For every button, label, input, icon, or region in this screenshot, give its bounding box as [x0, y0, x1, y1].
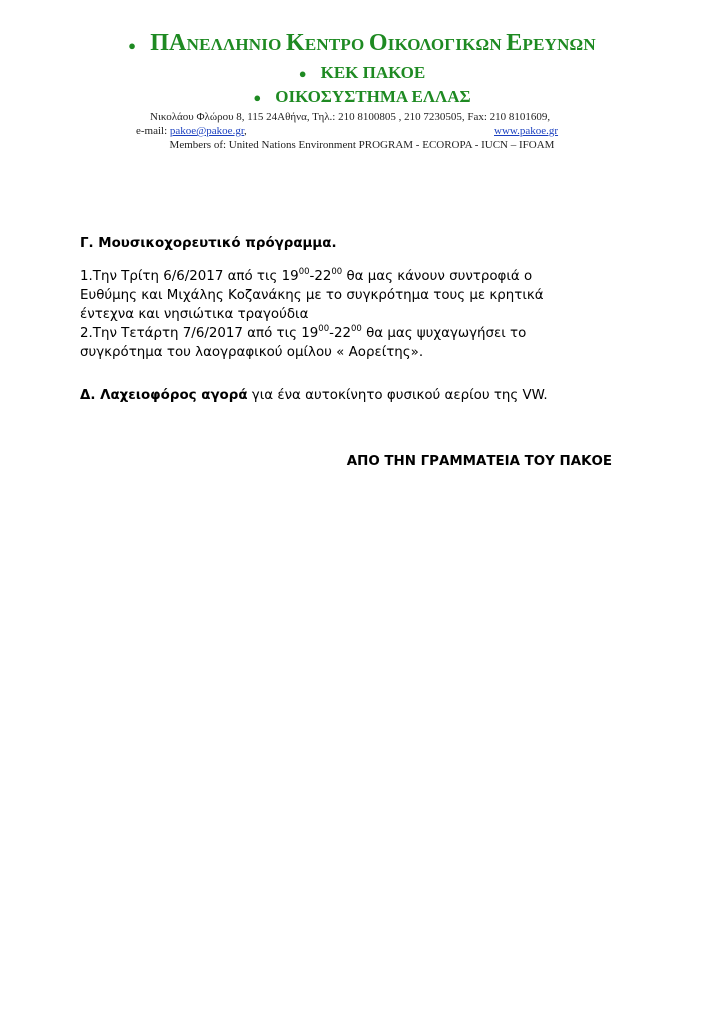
- org-word-rest: ΝΕΛΛΗΝΙΟ: [186, 35, 282, 54]
- item1-mid: -22: [309, 269, 332, 284]
- org-word-rest: ΡΕΥΝΩΝ: [522, 35, 596, 54]
- program-items: [80, 267, 650, 362]
- email-comma: ,: [244, 125, 247, 137]
- org-word-initial: Κ: [285, 30, 305, 56]
- item2-prefix: 2.Την Τετάρτη 7/6/2017 από τις 19: [80, 326, 319, 341]
- signature: ΑΠΟ ΤΗΝ ΓΡΑΜΜΑΤΕΙΑ ΤΟΥ ΠΑΚΟΕ: [346, 454, 612, 469]
- item1-line1: [80, 267, 650, 286]
- item2-mid: -22: [329, 326, 351, 341]
- item2-sup: 00: [350, 323, 362, 334]
- bullet-icon: ●: [298, 66, 307, 82]
- item1-line2: Ευθύμης και Μιχάλης Κοζανάκης με το συγκρότημα τους με κρητικά: [80, 288, 544, 303]
- organization-name: [0, 30, 724, 57]
- email-label: e-mail:: [136, 125, 168, 137]
- org-word-initial: ΠΑ: [150, 30, 187, 56]
- org-word-initial: Ε: [506, 30, 523, 56]
- lottery-paragraph: [80, 386, 650, 405]
- website-line: [494, 125, 558, 137]
- email-link[interactable]: pakoe@pakoe.gr: [169, 125, 245, 137]
- org-word-rest: ΙΚΟΛΟΓΙΚΩΝ: [387, 35, 502, 54]
- item1-rest: θα μας κάνουν συντροφιά ο: [342, 269, 533, 284]
- item2-sup: 00: [318, 323, 330, 334]
- item2-rest: θα μας ψυχαγωγήσει το: [361, 326, 527, 341]
- website-link[interactable]: www.pakoe.gr: [494, 125, 559, 137]
- item1-sup: 00: [298, 266, 310, 277]
- lottery-heading: Δ. Λαχειοφόρος αγορά: [80, 388, 248, 403]
- bullet-icon: ●: [128, 38, 137, 54]
- section-title: Γ. Μουσικοχορευτικό πρόγραμμα.: [80, 236, 337, 251]
- lottery-text: για ένα αυτοκίνητο φυσικού αερίου της VW.: [247, 388, 548, 403]
- ecosystem-name: ΟΙΚΟΣΥΣΤΗΜΑ ΕΛΛΑΣ: [275, 87, 471, 106]
- contact-line: [136, 125, 247, 137]
- item2-line1: [80, 324, 650, 343]
- org-word-initial: Ο: [368, 30, 388, 56]
- item2-line2: συγκρότημα του λαογραφικού ομίλου « Αορείτης».: [80, 345, 424, 360]
- kek-line: [0, 63, 724, 83]
- ecosystem-line: [0, 87, 724, 107]
- org-word-rest: ΕΝΤΡΟ: [304, 35, 365, 54]
- item1-line3: έντεχνα και νησιώτικα τραγούδια: [80, 307, 309, 322]
- item1-sup: 00: [331, 266, 343, 277]
- bullet-icon: ●: [253, 90, 262, 106]
- members-line: Members of: United Nations Environment PROGRAM - ECOROPA - IUCN – IFOAM: [169, 139, 555, 151]
- item1-prefix: 1.Την Τρίτη 6/6/2017 από τις 19: [80, 269, 299, 284]
- kek-name: ΚΕΚ ΠΑΚΟΕ: [320, 63, 426, 82]
- address-line: Νικολάου Φλώρου 8, 115 24Αθήνα, Τηλ.: 210 8100805 , 210 7230505, Fax: 210 8101609,: [150, 111, 551, 123]
